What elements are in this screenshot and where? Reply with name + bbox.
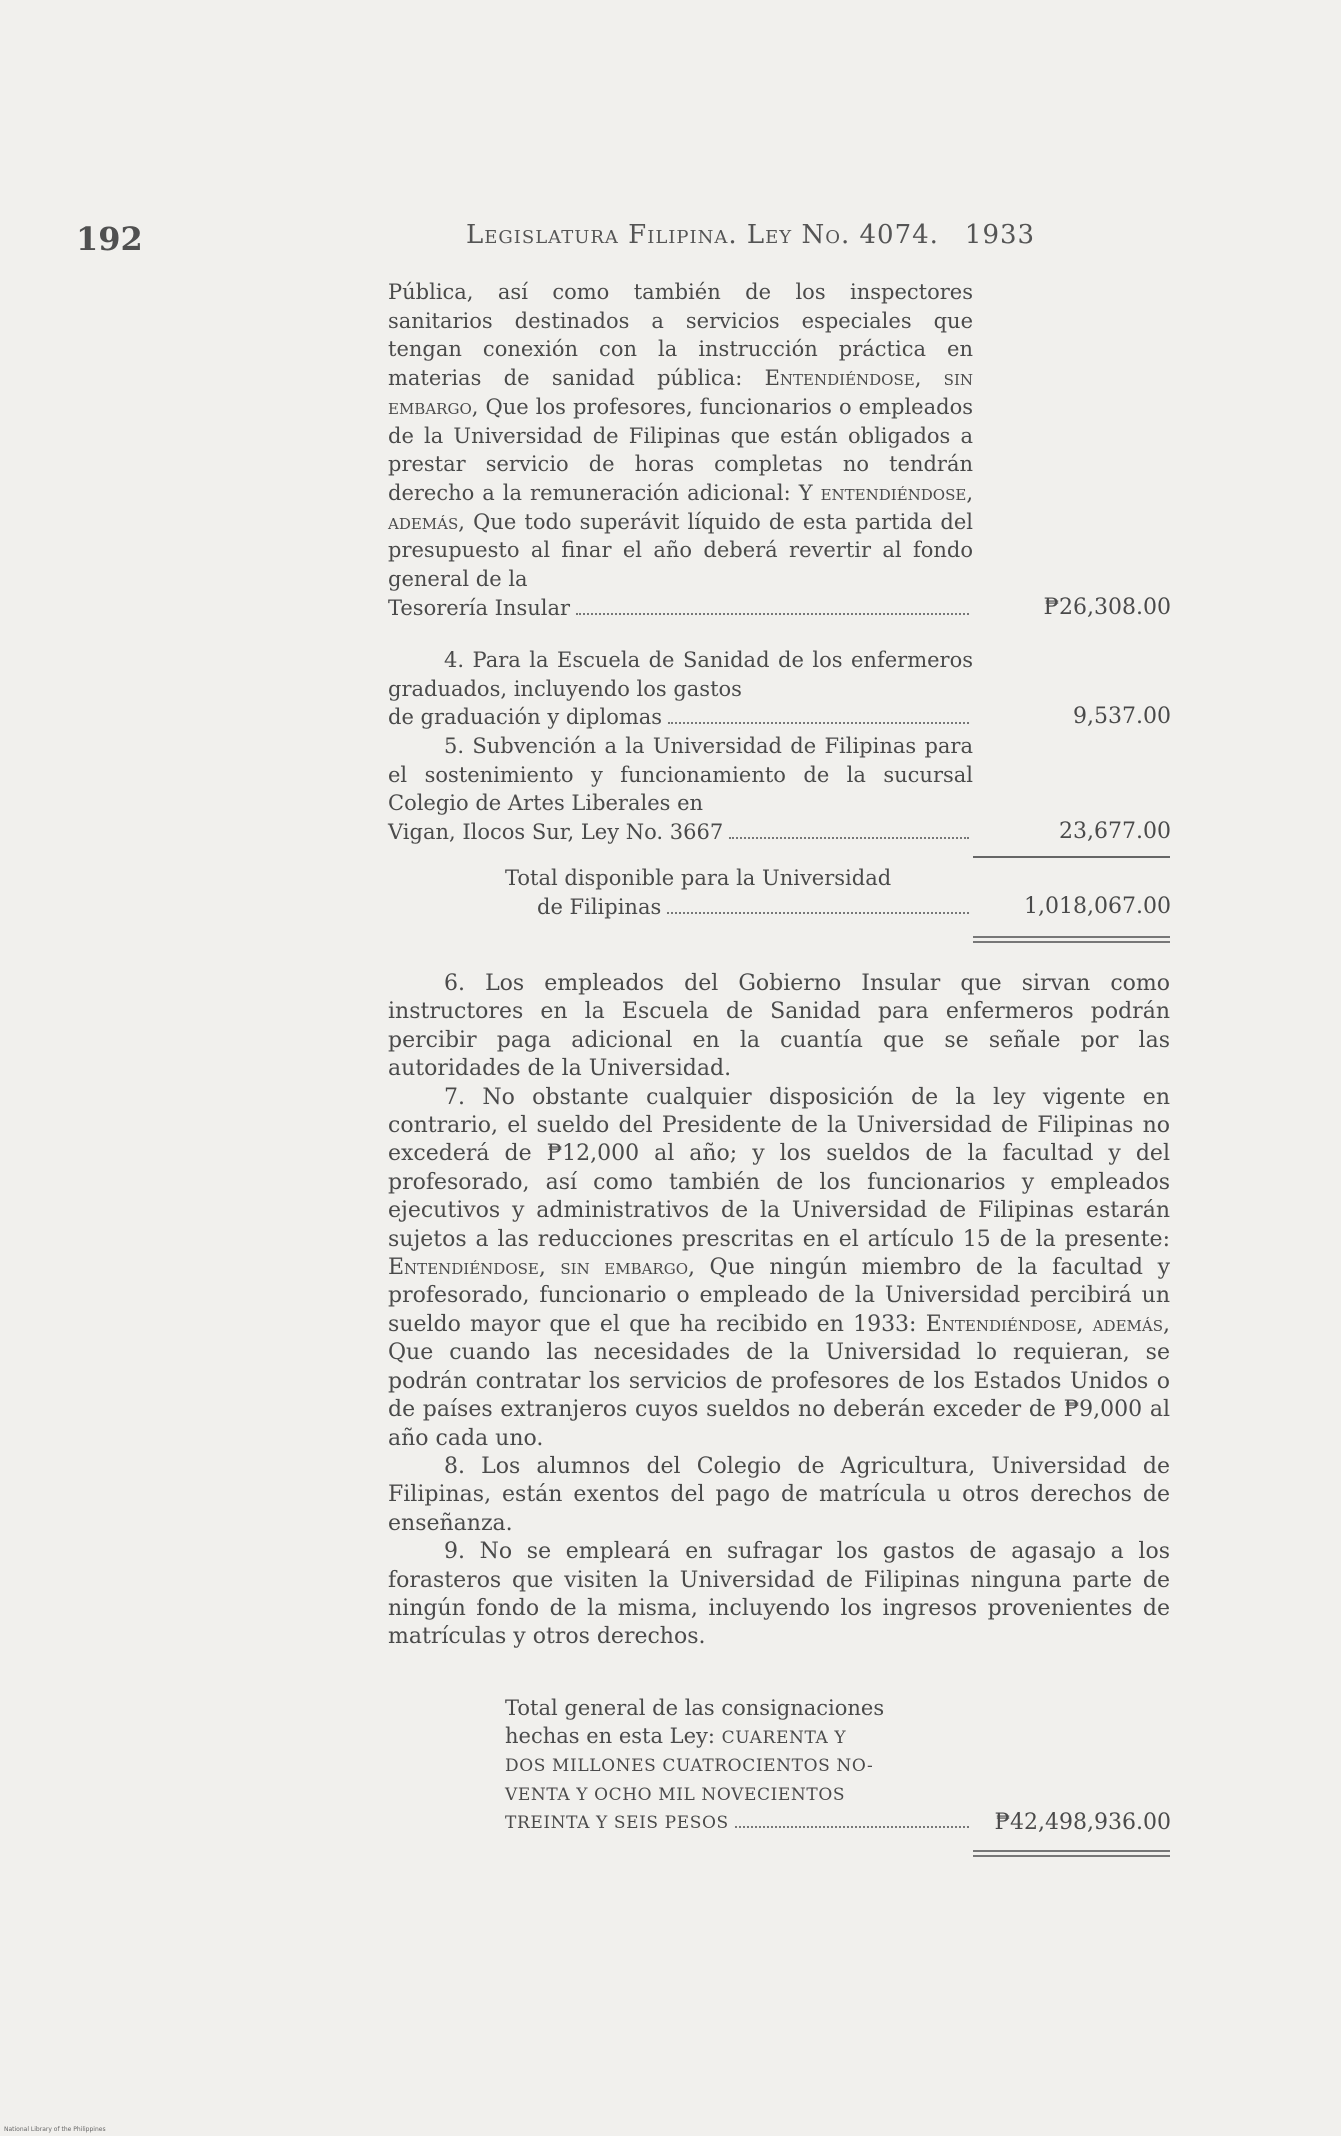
running-head-title: Legislatura Filipina. Ley No. 4074. xyxy=(466,220,939,250)
subtotal-rule xyxy=(973,856,1170,858)
amount-grand-total: ₱42,498,936.00 xyxy=(994,1809,1171,1835)
item-5-last-line: Vigan, Ilocos Sur, Ley No. 3667 xyxy=(388,820,724,845)
running-head xyxy=(466,220,1035,250)
page-number: 192 xyxy=(76,220,143,258)
dot-leader xyxy=(735,1826,969,1828)
grand-total-line-1: Total general de las consignaciones xyxy=(505,1696,885,1720)
subtotal-line-2: de Filipinas xyxy=(537,894,662,919)
footer-credit: National Library of the Philippines xyxy=(4,2126,106,2133)
paragraph-8: 8. Los alumnos del Colegio de Agricultura, Universidad de Filipinas, están exentos del pago de matrícula u otros derechos de enseñanza. xyxy=(388,1453,1170,1536)
dot-leader xyxy=(576,613,969,615)
intro-text: Pública, así como también de los inspectores sanitarios destinados a servicios especiales que tengan conexión con la instrucción práctica en materias de sanidad pública: Entendiéndose, sin embargo, Que los profesores, funcionarios o empleados de la Universidad de Filipinas que están obligados a prestar servicio de horas completas no tendrán derecho a la remuneración adicional: Y entendiéndose, además, Que todo superávit líquido de esta partida del presupuesto al finar el año deberá revertir al fondo general de la xyxy=(388,280,973,592)
subtotal-line-1: Total disponible para la Universidad xyxy=(505,866,892,890)
subtotal-double-rule xyxy=(973,936,1170,943)
running-head-year: 1933 xyxy=(964,220,1036,250)
grand-total-line-3: DOS MILLONES CUATROCIENTOS NO- xyxy=(505,1756,874,1777)
intro-last-line: Tesorería Insular xyxy=(388,595,571,620)
item-4 xyxy=(388,646,1171,732)
intro-entry xyxy=(388,278,1171,622)
item-4-text: 4. Para la Escuela de Sanidad de los enfermeros graduados, incluyendo los gastos xyxy=(388,648,973,701)
grand-total-line-2: hechas en esta Ley: CUARENTA Y xyxy=(505,1724,847,1749)
item-5-text: 5. Subvención a la Universidad de Filipinas para el sostenimiento y funcionamiento de la sucursal Colegio de Artes Liberales en xyxy=(388,734,973,816)
paragraph-7: 7. No obstante cualquier disposición de la ley vigente en contrario, el sueldo del Presidente de la Universidad de Filipinas no excederá de ₱12,000 al año; y los sueldos de la facultad y del profesorado, así como también de los funcionarios y empleados ejecutivos y administrativos de la Universidad de Filipinas estarán sujetos a las reducciones prescritas en el artículo 15 de la presente: Entendiéndose, sin embargo, Que ningún miembro de la facultad y profesorado, funcionario o empleado de la Universidad percibirá un sueldo mayor que el que ha recibido en 1933: Entendiéndose, además, Que cuando las necesidades de la Universidad lo requieran, se podrán contratar los servicios de profesores de los Estados Unidos o de países extranjeros cuyos sueldos no deberán exceder de ₱9,000 al año cada uno. xyxy=(388,1084,1170,1451)
grand-total-double-rule xyxy=(973,1850,1170,1857)
amount-item-4: 9,537.00 xyxy=(1073,704,1171,730)
grand-total-entry xyxy=(505,1694,1171,1837)
amount-subtotal: 1,018,067.00 xyxy=(1024,893,1171,919)
amount-item-5: 23,677.00 xyxy=(1059,819,1171,845)
body-paragraphs xyxy=(388,970,1170,1652)
grand-total-line-4: VENTA Y OCHO MIL NOVECIENTOS xyxy=(505,1784,846,1805)
dot-leader xyxy=(668,722,969,724)
item-5 xyxy=(388,732,1171,847)
amount-intro: ₱26,308.00 xyxy=(1043,594,1171,620)
dot-leader xyxy=(667,912,969,914)
item-4-last-line: de graduación y diplomas xyxy=(388,705,663,730)
paragraph-6: 6. Los empleados del Gobierno Insular que sirvan como instructores en la Escuela de Sanidad para enfermeros podrán percibir paga adicional en la cuantía que se señale por las autoridades de la Universidad. xyxy=(388,971,1170,1082)
grand-total-line-5: TREINTA Y SEIS PESOS xyxy=(505,1812,729,1833)
dot-leader xyxy=(729,837,969,839)
subtotal-entry xyxy=(505,864,1171,921)
paragraph-9: 9. No se empleará en sufragar los gastos de agasajo a los forasteros que visiten la Universidad de Filipinas ninguna parte de ningún fondo de la misma, incluyendo los ingresos provenientes de matrículas y otros derechos. xyxy=(388,1539,1170,1650)
